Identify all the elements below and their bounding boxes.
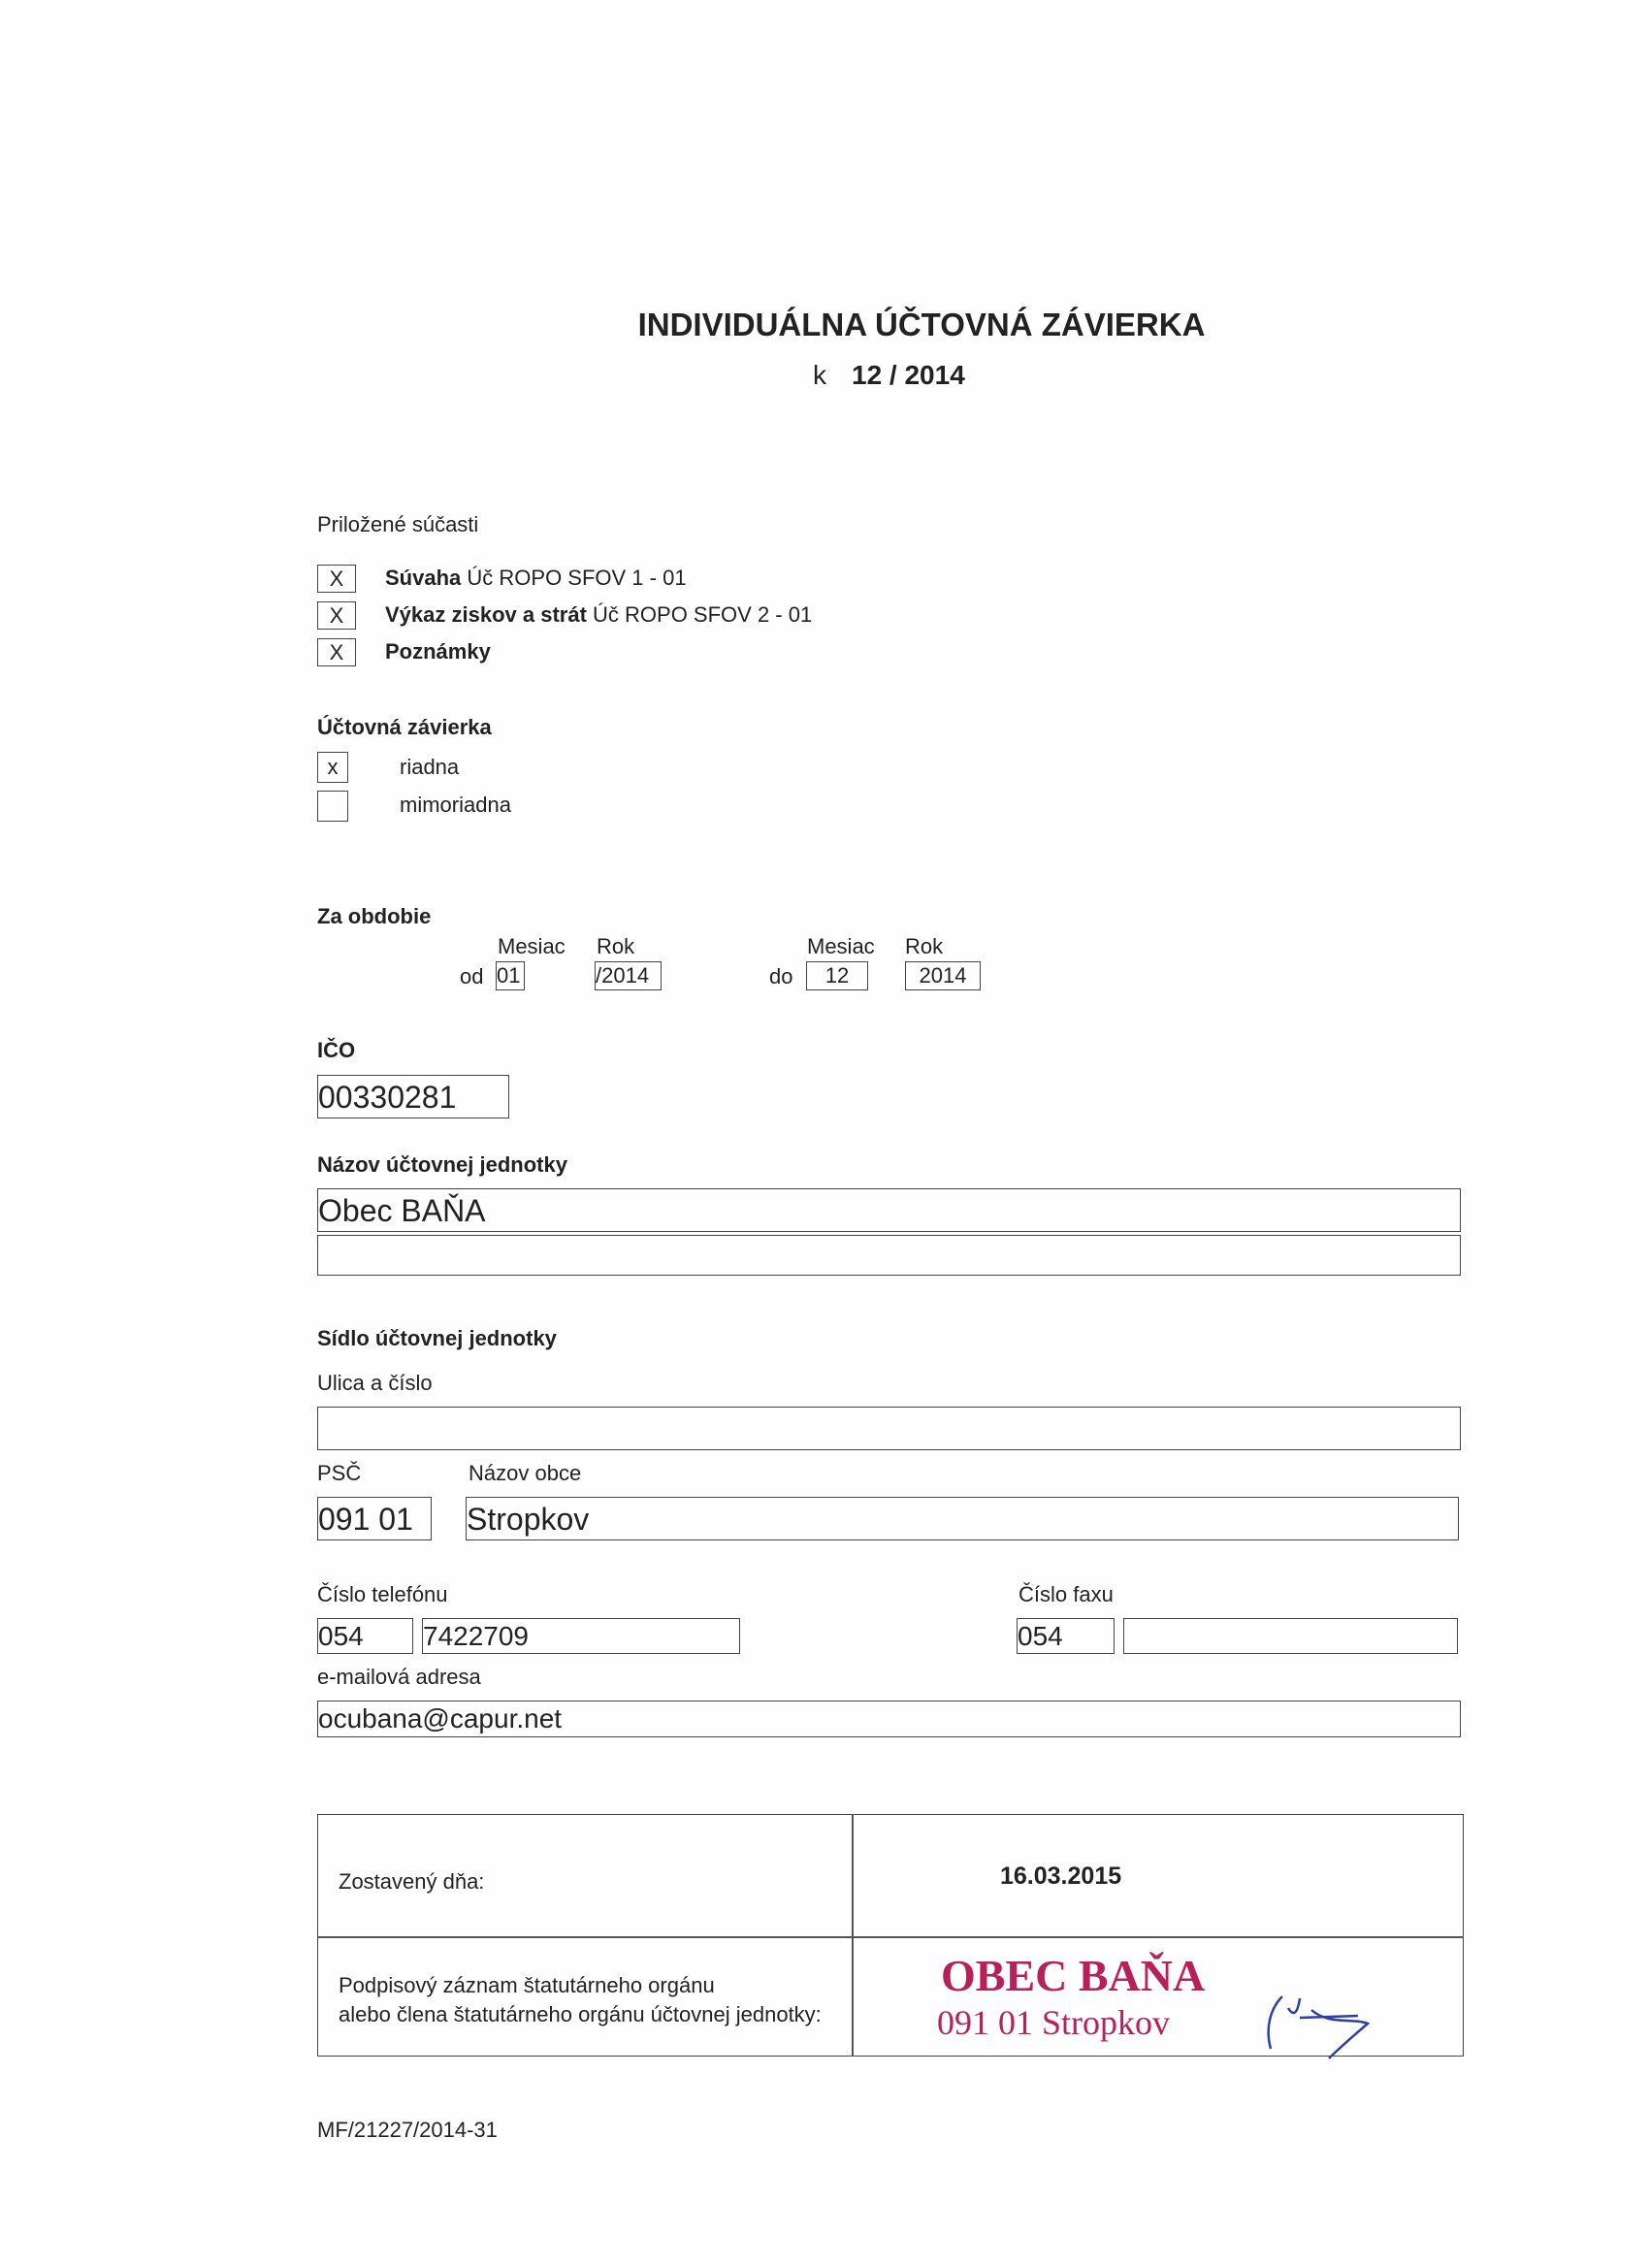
item-code: Úč ROPO SFOV 1 - 01: [467, 566, 687, 590]
table-row-divider: [317, 1936, 1464, 1938]
signature-label-2: alebo člena štatutárneho orgánu účtovnej jednotky:: [339, 2002, 822, 2026]
statement-type-label: Účtovná závierka: [317, 715, 492, 739]
item-name: Súvaha: [385, 566, 462, 590]
fax-field[interactable]: [1123, 1618, 1458, 1654]
to-label: do: [769, 964, 793, 988]
street-label: Ulica a číslo: [317, 1371, 433, 1395]
signature-scribble: [1261, 1989, 1387, 2061]
fax-prefix-field[interactable]: 054: [1017, 1618, 1115, 1654]
from-label: od: [460, 964, 484, 988]
signature-label-1: Podpisový záznam štatutárneho orgánu: [339, 1973, 715, 1997]
period-label: Za obdobie: [317, 904, 432, 928]
option-riadna: riadna: [400, 755, 460, 779]
fax-label: Číslo faxu: [1018, 1582, 1114, 1606]
entity-name-field-1[interactable]: Obec BAŇA: [317, 1188, 1461, 1232]
email-label: e-mailová adresa: [317, 1665, 481, 1689]
entity-name-label: Názov účtovnej jednotky: [317, 1152, 567, 1177]
checkbox-poznamky[interactable]: X: [317, 638, 356, 666]
checkbox-suvaha[interactable]: X: [317, 565, 356, 593]
item-name: Poznámky: [385, 639, 491, 664]
document-title: INDIVIDUÁLNA ÚČTOVNÁ ZÁVIERKA: [637, 307, 1206, 342]
option-mimoriadna: mimoriadna: [400, 793, 511, 817]
compiled-date: 16.03.2015: [1000, 1863, 1122, 1890]
phone-label: Číslo telefónu: [317, 1582, 448, 1606]
form-code: MF/21227/2014-31: [317, 2118, 498, 2142]
psc-label: PSČ: [317, 1461, 362, 1485]
phone-field[interactable]: 7422709: [422, 1618, 740, 1654]
from-year-field[interactable]: /2014: [595, 961, 662, 990]
stamp-line-2: 091 01 Stropkov: [937, 2003, 1171, 2042]
ico-label: IČO: [317, 1038, 356, 1062]
from-year-label: Rok: [597, 934, 635, 958]
from-month-field[interactable]: 01: [496, 961, 525, 990]
to-year-label: Rok: [905, 934, 944, 958]
street-field[interactable]: [317, 1407, 1461, 1450]
checkbox-mimoriadna[interactable]: [317, 791, 348, 822]
from-month-label: Mesiac: [498, 934, 566, 958]
to-month-label: Mesiac: [807, 934, 875, 958]
ico-field[interactable]: 00330281: [317, 1075, 509, 1118]
checkbox-vykaz[interactable]: X: [317, 601, 356, 630]
city-label: Názov obce: [469, 1461, 582, 1485]
attached-label: Priložené súčasti: [317, 512, 479, 536]
psc-field[interactable]: 091 01: [317, 1497, 432, 1540]
to-month-field[interactable]: 12: [806, 961, 868, 990]
city-field[interactable]: Stropkov: [466, 1497, 1459, 1540]
compiled-label: Zostavený dňa:: [339, 1869, 485, 1894]
table-col-divider: [852, 1814, 854, 2057]
address-label: Sídlo účtovnej jednotky: [317, 1326, 557, 1350]
item-name: Výkaz ziskov a strát: [385, 602, 587, 627]
period-value: 12 / 2014: [852, 360, 965, 390]
email-field[interactable]: ocubana@capur.net: [317, 1701, 1461, 1737]
to-year-field[interactable]: 2014: [905, 961, 981, 990]
checkbox-riadna[interactable]: x: [317, 752, 348, 783]
item-code: Úč ROPO SFOV 2 - 01: [593, 602, 813, 627]
entity-name-field-2[interactable]: [317, 1235, 1461, 1276]
phone-prefix-field[interactable]: 054: [317, 1618, 413, 1654]
stamp-line-1: OBEC BAŇA: [941, 1951, 1206, 2000]
period-prefix: k: [813, 360, 826, 390]
